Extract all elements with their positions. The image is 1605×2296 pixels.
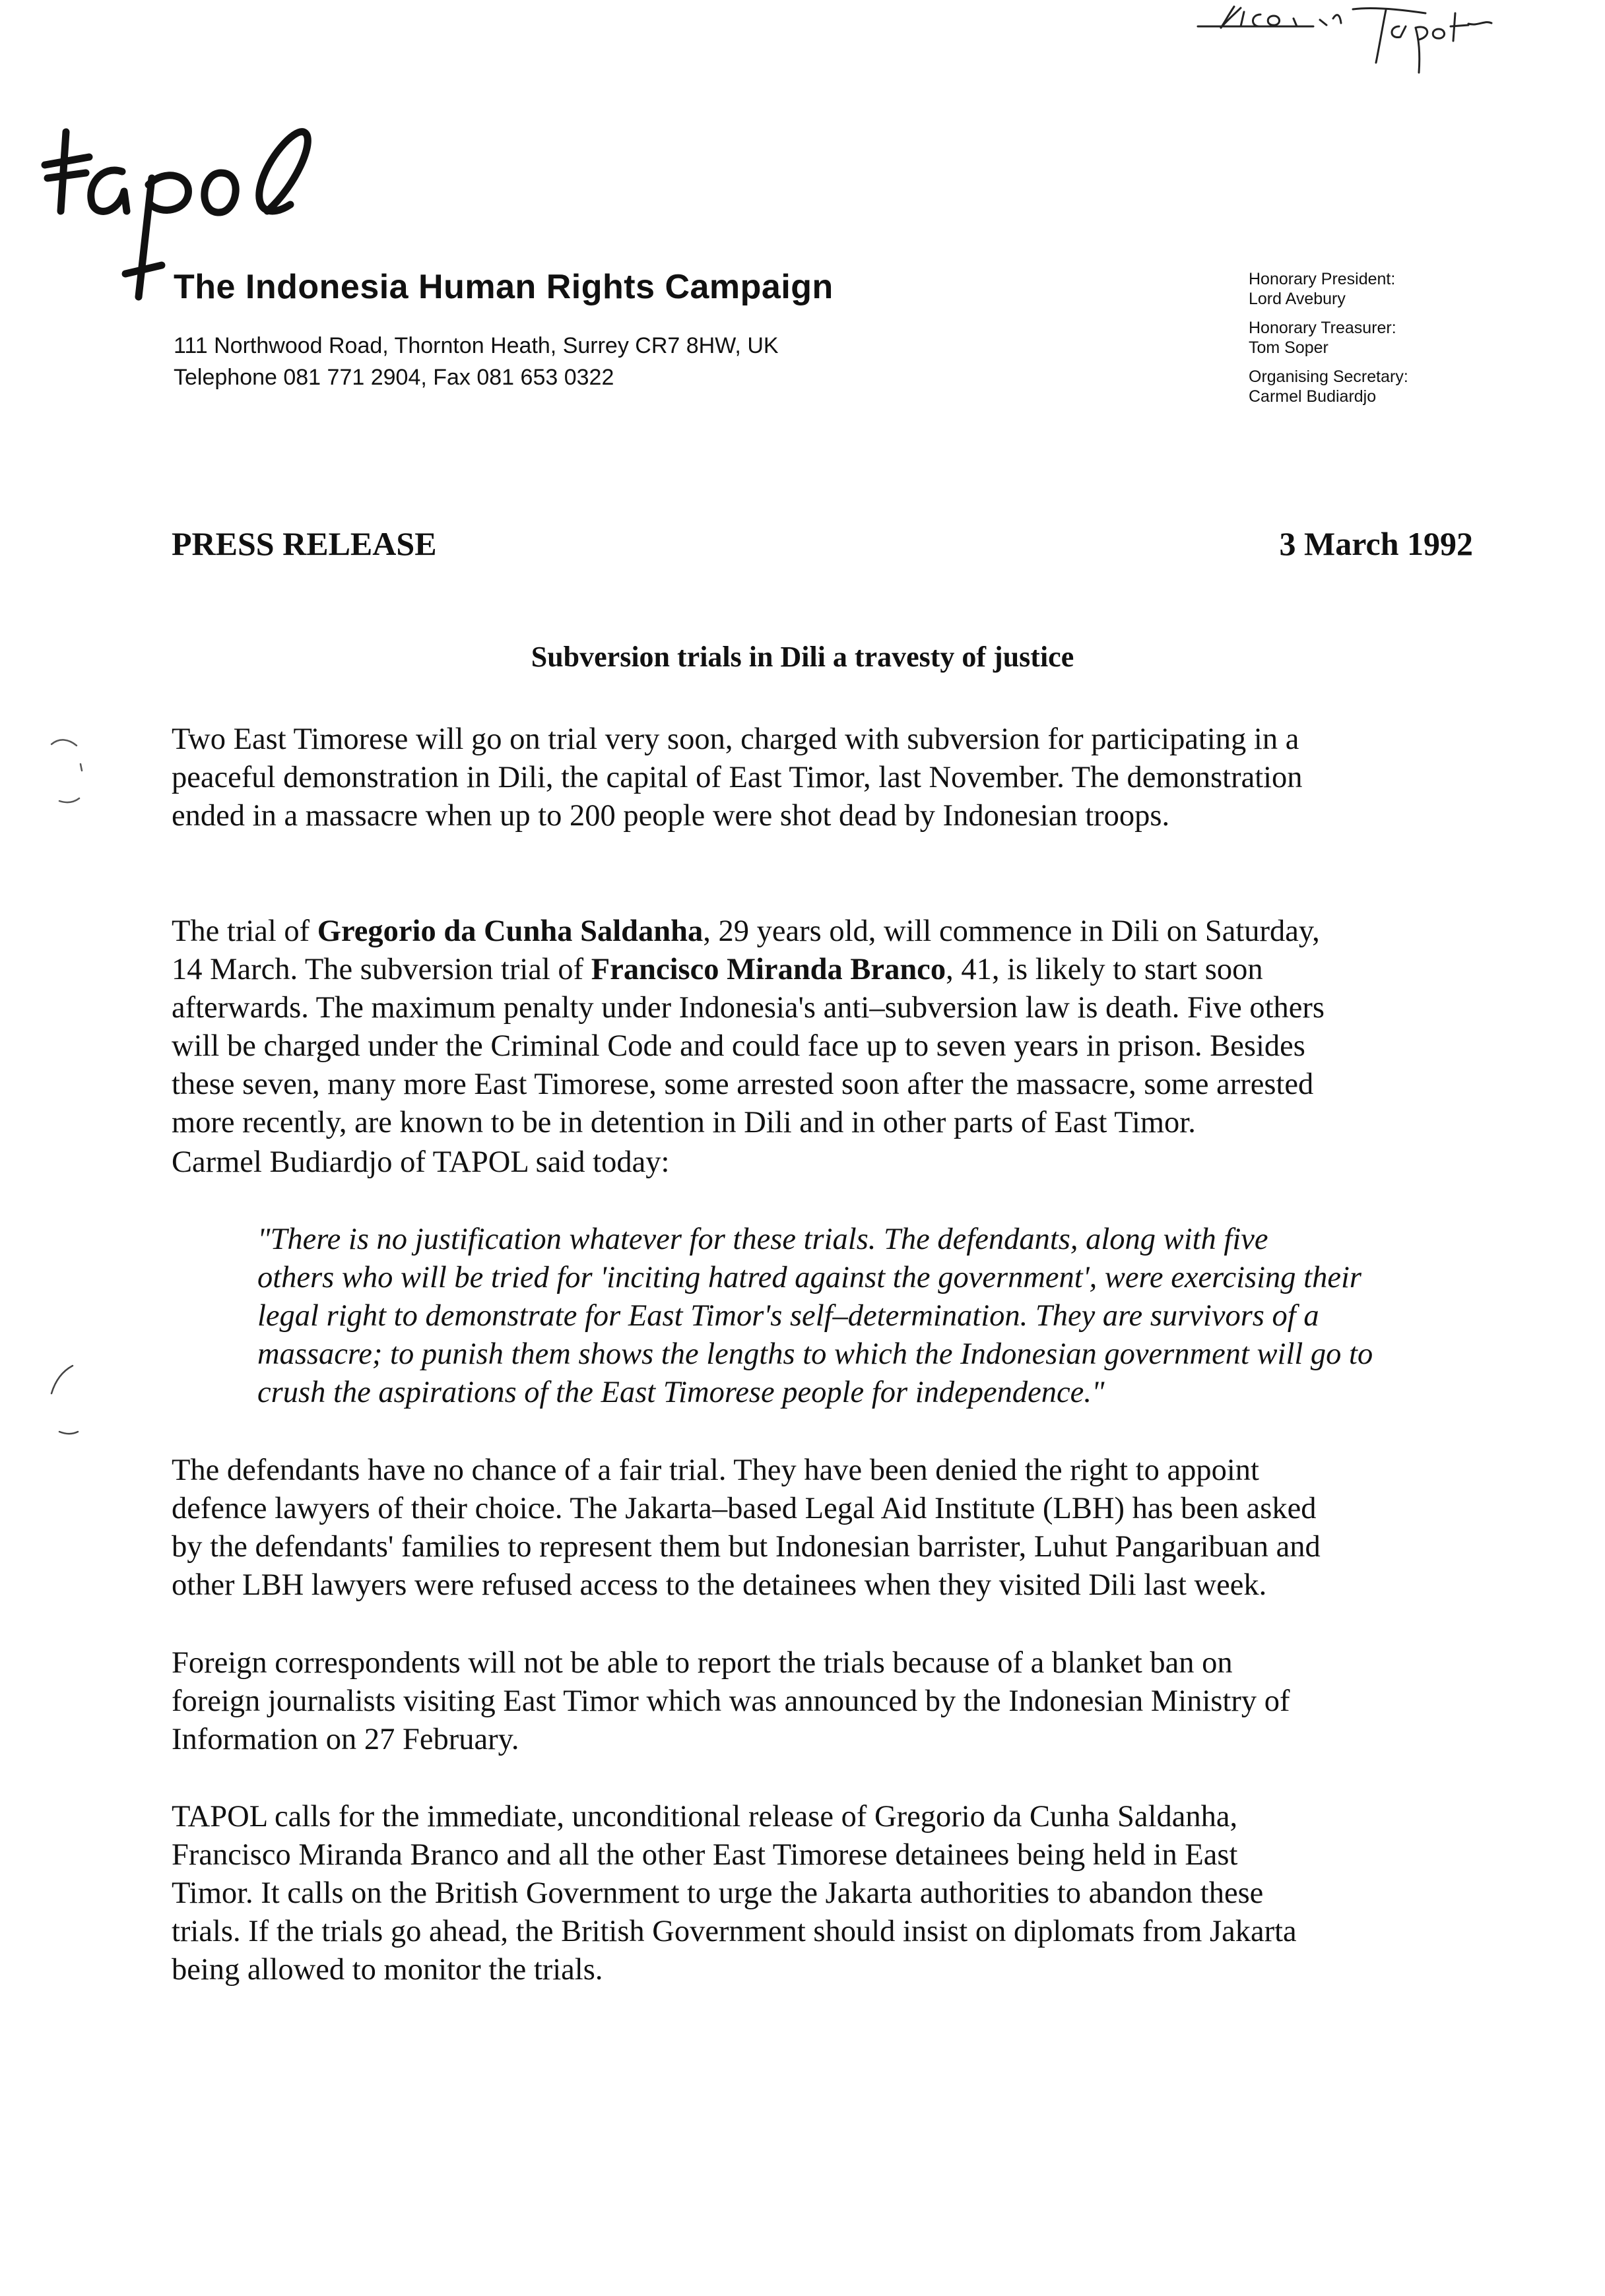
text-span: The trial of [172, 914, 317, 948]
press-release-label: PRESS RELEASE [172, 525, 437, 562]
officer-name: Tom Soper [1249, 338, 1328, 357]
officer-president [1249, 269, 1486, 309]
officer-name: Lord Avebury [1249, 290, 1346, 308]
paragraph-1 [172, 720, 1478, 835]
org-phone: Telephone 081 771 2904, Fax 081 653 0322 [174, 365, 614, 390]
text-line: Timor. It calls on the British Government to urge the Jakarta authorities to abandon these [172, 1876, 1264, 1910]
release-date: 3 March 1992 [1279, 525, 1473, 562]
org-name: The Indonesia Human Rights Campaign [174, 268, 834, 306]
quote-line: others who will be tried for 'inciting hatred against the government', were exercising their [257, 1261, 1362, 1294]
quote-line: "There is no justification whatever for these trials. The defendants, along with five [257, 1223, 1268, 1256]
quote-line: massacre; to punish them shows the lengths to which the Indonesian government will go to [257, 1337, 1373, 1371]
org-address: 111 Northwood Road, Thornton Heath, Surrey CR7 8HW, UK [174, 333, 779, 358]
text-line: Carmel Budiardjo of TAPOL said today: [172, 1145, 670, 1179]
officer-role: Honorary President: [1249, 270, 1396, 288]
text-span: 14 March. The subversion trial of [172, 953, 591, 986]
text-line [172, 951, 1478, 989]
text-span: , 29 years old, will commence in Dili on Saturday, [703, 914, 1320, 948]
defendant-name-branco: Francisco Miranda Branco [591, 953, 946, 986]
headline: Subversion trials in Dili a travesty of justice [531, 641, 1074, 673]
officer-name: Carmel Budiardjo [1249, 387, 1377, 406]
text-line: by the defendants' families to represent them but Indonesian barrister, Luhut Pangaribuan and [172, 1530, 1321, 1564]
quote-line: crush the aspirations of the East Timorese people for independence." [257, 1376, 1105, 1409]
text-line: The defendants have no chance of a fair trial. They have been denied the right to appoint [172, 1453, 1259, 1487]
paragraph-2 [172, 912, 1478, 1142]
punch-hole-mark [46, 732, 86, 818]
text-line: ended in a massacre when up to 200 people were shot dead by Indonesian troops. [172, 799, 1170, 833]
handwritten-annotation [1188, 0, 1557, 86]
text-line: these seven, many more East Timorese, some arrested soon after the massacre, some arrested [172, 1068, 1314, 1101]
text-line: Francisco Miranda Branco and all the other East Timorese detainees being held in East [172, 1838, 1238, 1872]
text-line: more recently, are known to be in detention in Dili and in other parts of East Timor. [172, 1106, 1196, 1139]
text-line: TAPOL calls for the immediate, unconditional release of Gregorio da Cunha Saldanha, [172, 1800, 1238, 1834]
text-span: , 41, is likely to start soon [946, 953, 1263, 986]
text-line: other LBH lawyers were refused access to the detainees when they visited Dili last week. [172, 1568, 1267, 1602]
quote-block [257, 1221, 1564, 1412]
text-line: foreign journalists visiting East Timor which was announced by the Indonesian Ministry of [172, 1684, 1290, 1718]
punch-hole-mark [46, 1359, 86, 1445]
text-line: will be charged under the Criminal Code and could face up to seven years in prison. Besides [172, 1029, 1305, 1063]
text-line: Foreign correspondents will not be able to report the trials because of a blanket ban on [172, 1646, 1233, 1680]
text-line: afterwards. The maximum penalty under Indonesia's anti–subversion law is death. Five others [172, 991, 1325, 1025]
paragraph-4 [172, 1451, 1478, 1605]
text-line: Two East Timorese will go on trial very soon, charged with subversion for participating in a [172, 722, 1299, 756]
quote-line: legal right to demonstrate for East Timor's self–determination. They are survivors of a [257, 1299, 1319, 1333]
paragraph-5 [172, 1644, 1478, 1759]
defendant-name-saldanha: Gregorio da Cunha Saldanha [317, 914, 704, 948]
text-line: peaceful demonstration in Dili, the capital of East Timor, last November. The demonstration [172, 761, 1303, 794]
text-line [172, 912, 1478, 951]
paragraph-6 [172, 1798, 1478, 1989]
text-line: trials. If the trials go ahead, the British Government should insist on diplomats from Jakarta [172, 1915, 1297, 1948]
officer-role: Organising Secretary: [1249, 367, 1408, 386]
text-line: Information on 27 February. [172, 1723, 519, 1756]
paragraph-3 [172, 1143, 1478, 1182]
text-line: being allowed to monitor the trials. [172, 1953, 603, 1987]
text-line: defence lawyers of their choice. The Jakarta–based Legal Aid Institute (LBH) has been asked [172, 1492, 1317, 1525]
officers-list [1249, 269, 1486, 416]
officer-role: Honorary Treasurer: [1249, 319, 1396, 337]
officer-secretary [1249, 367, 1486, 406]
officer-treasurer [1249, 318, 1486, 358]
